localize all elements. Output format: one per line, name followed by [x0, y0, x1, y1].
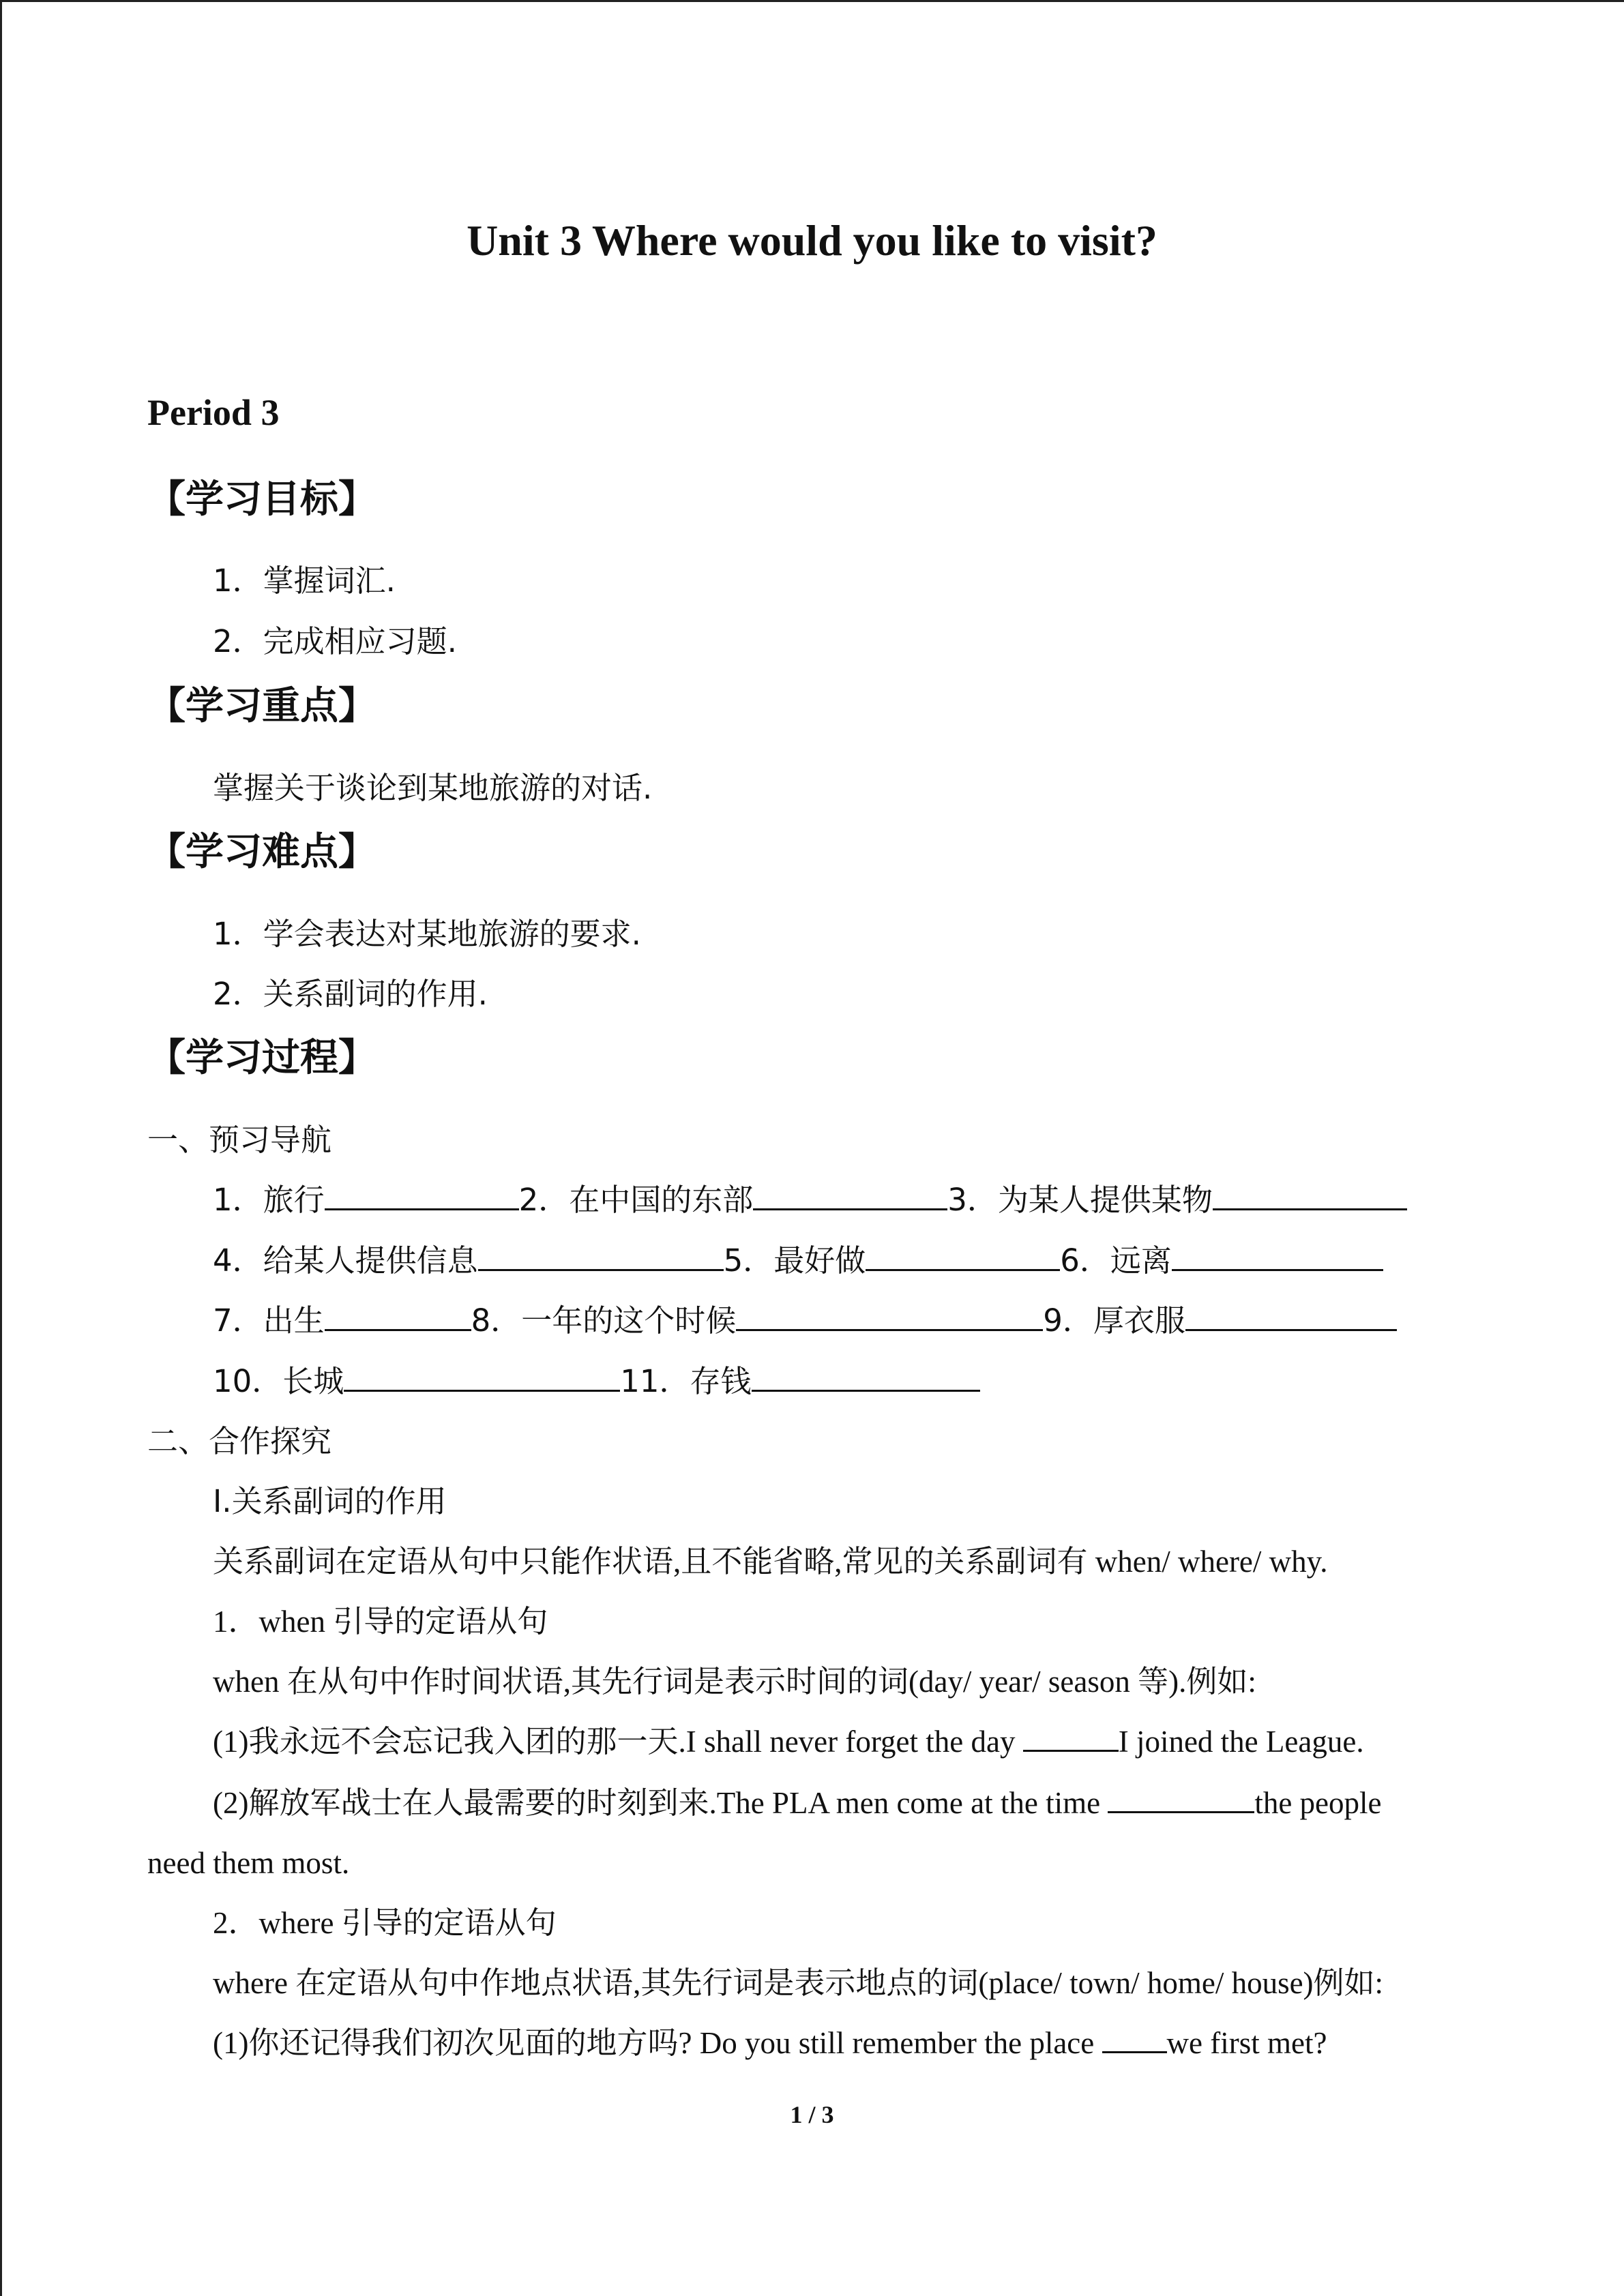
when-description: when 在从句中作时间状语,其先行词是表示时间的词(day/ year/ season 等).例如: — [213, 1665, 1256, 1699]
vocab-item: 1．旅行 — [213, 1182, 325, 1218]
difficulty-item: 1．学会表达对某地旅游的要求. — [213, 916, 641, 952]
difficulty-item: 2．关系副词的作用. — [213, 976, 488, 1012]
answer-blank[interactable] — [1023, 1720, 1119, 1752]
section-heading-process: 【学习过程】 — [147, 1036, 377, 1080]
answer-blank[interactable] — [1185, 1299, 1397, 1331]
section-heading-goals: 【学习目标】 — [147, 477, 377, 522]
vocab-item: 6．远离 — [1060, 1242, 1172, 1279]
document-title: Unit 3 Where would you like to visit? — [467, 216, 1157, 265]
page-border-top — [0, 0, 1624, 2]
section-heading-difficulties: 【学习难点】 — [147, 830, 377, 874]
vocab-item: 9．厚衣服 — [1043, 1302, 1185, 1339]
vocab-item: 7．出生 — [213, 1302, 325, 1339]
explore-sub-heading: I.关系副词的作用 — [213, 1483, 447, 1519]
answer-blank[interactable] — [1102, 2021, 1167, 2053]
answer-blank[interactable] — [325, 1178, 519, 1210]
vocab-item: 2．在中国的东部 — [518, 1182, 754, 1218]
explore-intro: 关系副词在定语从句中只能作状语,且不能省略,常见的关系副词有 when/ where/ why. — [213, 1545, 1328, 1579]
vocab-row-3 — [213, 1299, 1397, 1343]
answer-blank[interactable] — [736, 1299, 1043, 1331]
vocab-item: 10．长城 — [213, 1363, 344, 1399]
answer-blank[interactable] — [1213, 1178, 1407, 1210]
explore-heading: 二、合作探究 — [147, 1423, 332, 1459]
answer-blank[interactable] — [753, 1178, 947, 1210]
when-example-1: (1)我永远不会忘记我入团的那一天.I shall never forget the day I joined the League. — [213, 1720, 1364, 1763]
answer-blank[interactable] — [752, 1360, 980, 1392]
answer-blank[interactable] — [1172, 1239, 1383, 1271]
where-description: where 在定语从句中作地点状语,其先行词是表示地点的词(place/ town/ home/ house)例如: — [213, 1966, 1384, 2000]
answer-blank[interactable] — [478, 1239, 724, 1271]
answer-blank[interactable] — [1108, 1781, 1254, 1813]
vocab-item: 11．存钱 — [620, 1363, 752, 1399]
answer-blank[interactable] — [866, 1239, 1060, 1271]
goal-item: 2．完成相应习题. — [213, 623, 457, 659]
goal-item: 1．掌握词汇. — [213, 563, 396, 599]
answer-blank[interactable] — [344, 1360, 620, 1392]
preview-heading: 一、预习导航 — [147, 1122, 332, 1158]
vocab-row-2 — [213, 1239, 1383, 1283]
vocab-item: 3．为某人提供某物 — [947, 1182, 1213, 1218]
page-border-left — [0, 0, 2, 2296]
period-heading: Period 3 — [147, 392, 280, 433]
page-number: 1 / 3 — [790, 2101, 834, 2128]
where-example-1: (1)你还记得我们初次见面的地方吗? Do you still remember the place we first met? — [213, 2021, 1327, 2065]
vocab-row-4 — [213, 1360, 980, 1403]
answer-blank[interactable] — [325, 1299, 471, 1331]
vocab-row-1 — [213, 1178, 1407, 1222]
section-heading-focus: 【学习重点】 — [147, 684, 377, 728]
vocab-item: 4．给某人提供信息 — [213, 1242, 478, 1279]
vocab-item: 8．一年的这个时候 — [471, 1302, 737, 1339]
where-heading: 2．where 引导的定语从句 — [213, 1906, 557, 1940]
when-example-2: (2)解放军战士在人最需要的时刻到来.The PLA men come at the time the people — [213, 1781, 1382, 1825]
when-heading: 1．when 引导的定语从句 — [213, 1605, 548, 1639]
when-example-2-continued: need them most. — [147, 1846, 350, 1880]
vocab-item: 5．最好做 — [723, 1242, 866, 1279]
focus-text: 掌握关于谈论到某地旅游的对话. — [213, 770, 653, 806]
